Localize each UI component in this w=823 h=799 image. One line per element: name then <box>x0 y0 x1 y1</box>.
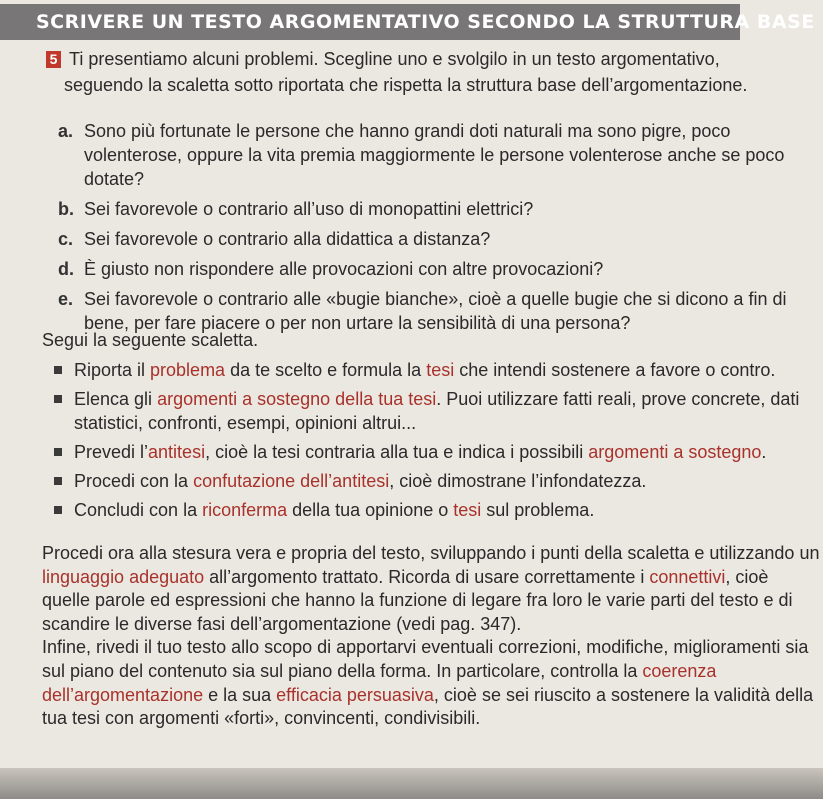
highlight-text: linguaggio adeguato <box>42 566 205 587</box>
bullet-item <box>46 387 818 435</box>
item-text: Sei favorevole o contrario alla didattica a distanza? <box>84 229 491 249</box>
bullet-text: che intendi sostenere a favore o contro. <box>454 360 776 380</box>
highlight-text: tesi <box>426 360 455 380</box>
highlight-text: connettivi <box>649 566 726 587</box>
square-bullet-icon <box>54 448 62 456</box>
bullet-item <box>46 469 818 493</box>
paragraph-text: , cioè quelle parole ed espressioni che hanno la funzione di legare fra loro le varie parti del testo e di scandire le diverse fasi dell’argomentazione (vedi pag. 347). <box>42 566 793 634</box>
item-letter: b. <box>58 199 74 219</box>
exercise-line-2: seguendo la scaletta sotto riportata che rispetta la struttura base dell’argomentazione. <box>64 75 748 95</box>
bullet-text: della tua opinione o <box>287 500 454 520</box>
bullet-text: sul problema. <box>481 500 595 520</box>
list-item <box>58 257 818 281</box>
paragraph <box>42 636 820 730</box>
highlight-text: efficacia persuasiva <box>276 684 434 705</box>
square-bullet-icon <box>54 395 62 403</box>
item-letter: d. <box>58 259 74 279</box>
highlight-text: antitesi <box>148 442 206 462</box>
item-letter: a. <box>58 121 74 141</box>
bullet-text: da te scelto e formula la <box>225 360 427 380</box>
square-bullet-icon <box>54 477 62 485</box>
highlight-text: coerenza dell’argomentazione <box>42 660 717 705</box>
exercise-number-badge: 5 <box>46 51 61 68</box>
paragraph-text: all’argomento trattato. Ricorda di usare correttamente i <box>204 566 650 587</box>
exercise-instruction <box>46 46 816 98</box>
bullet-text: Procedi con la <box>74 471 194 491</box>
highlight-text: tesi <box>453 500 482 520</box>
bullet-item <box>46 498 818 522</box>
square-bullet-icon <box>54 366 62 374</box>
highlight-text: argomenti a sostegno <box>588 442 762 462</box>
item-text: È giusto non rispondere alle provocazioni con altre provocazioni? <box>84 259 604 279</box>
bullet-text: . Puoi utilizzare fatti reali, prove concrete, dati statistici, confronti, esempi, opinioni altrui... <box>74 389 800 433</box>
square-bullet-icon <box>54 506 62 514</box>
closing-instructions <box>42 542 820 731</box>
bullet-text: Prevedi l’ <box>74 442 149 462</box>
section-banner <box>0 4 815 40</box>
section-title: SCRIVERE UN TESTO ARGOMENTATIVO SECONDO LA STRUTTURA BASE <box>36 11 815 33</box>
exercise-line-1: Ti presentiamo alcuni problemi. Scegline uno e svolgilo in un testo argomentativo, <box>69 49 720 69</box>
list-item <box>58 287 818 335</box>
highlight-text: problema <box>150 360 226 380</box>
highlight-text: riconferma <box>202 500 288 520</box>
bullet-text: , cioè dimostrane l’infondatezza. <box>389 471 647 491</box>
paragraph <box>42 542 820 636</box>
list-item <box>58 197 818 221</box>
scaletta-list <box>46 358 818 527</box>
scaletta-heading: Segui la seguente scaletta. <box>42 330 259 350</box>
item-text: Sono più fortunate le persone che hanno grandi doti naturali ma sono pigre, poco volenterose, oppure la vita premia maggiormente le persone volenterose anche se poco dotate? <box>84 121 785 189</box>
highlight-text: argomenti a sostegno della tua tesi <box>157 389 437 409</box>
bullet-text: Riporta il <box>74 360 151 380</box>
bullet-item <box>46 358 818 382</box>
item-letter: e. <box>58 289 74 309</box>
item-letter: c. <box>58 229 74 249</box>
paragraph-text: Procedi ora alla stesura vera e propria del testo, sviluppando i punti della scaletta e utilizzando un <box>42 543 820 563</box>
bullet-text: . <box>761 442 767 462</box>
list-item <box>58 227 818 251</box>
list-item <box>58 119 818 191</box>
paragraph-text: Infine, rivedi il tuo testo allo scopo di apportarvi eventuali correzioni, modifiche, miglioramenti sia sul piano del contenuto sia sul piano della forma. In particolare, controlla la <box>42 637 809 681</box>
bullet-text: Elenca gli <box>74 389 158 409</box>
bullet-item <box>46 440 818 464</box>
paragraph-text: e la sua <box>203 684 277 705</box>
bullet-text: , cioè la tesi contraria alla tua e indica i possibili <box>205 442 589 462</box>
bullet-text: Concludi con la <box>74 500 203 520</box>
item-text: Sei favorevole o contrario all’uso di monopattini elettrici? <box>84 199 534 219</box>
highlight-text: confutazione dell’antitesi <box>193 471 390 491</box>
problem-list <box>58 119 818 341</box>
page-bottom-shadow <box>0 768 823 799</box>
item-text: Sei favorevole o contrario alle «bugie bianche», cioè a quelle bugie che si dicono a fin di bene, per fare piacere o per non urtare la sensibilità di una persona? <box>84 289 787 333</box>
paragraph-text: , cioè se sei riuscito a sostenere la validità della tua tesi con argomenti «forti», convincenti, condivisibili. <box>42 684 814 729</box>
